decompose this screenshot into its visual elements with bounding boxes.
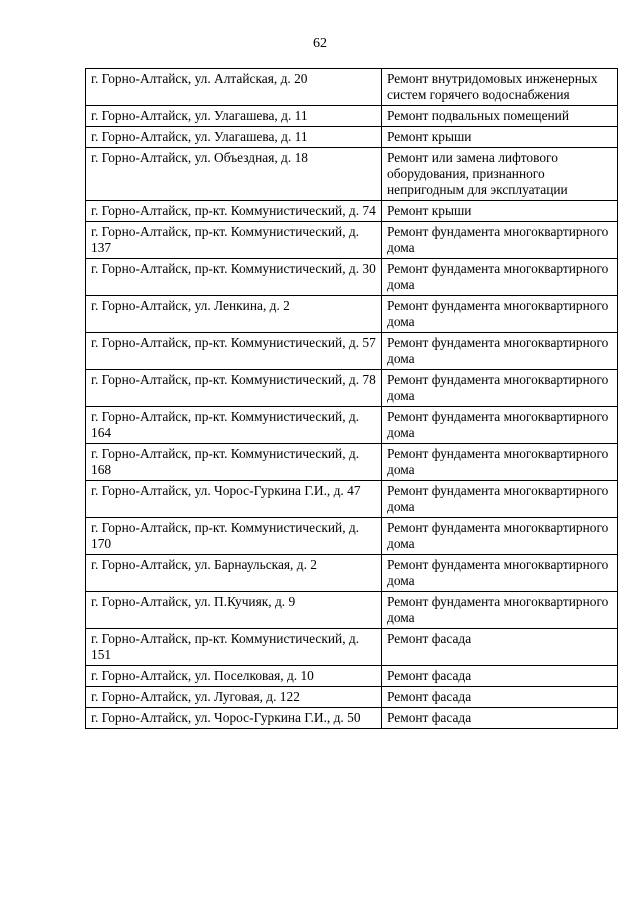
address-cell: г. Горно-Алтайск, ул. Ленкина, д. 2 [86,296,382,333]
table-row [86,148,618,201]
table-row [86,481,618,518]
table-row [86,370,618,407]
work-type-cell: Ремонт фундамента многоквартирного дома [382,518,618,555]
work-type-cell: Ремонт внутридомовых инженерных систем горячего водоснабжения [382,69,618,106]
address-cell: г. Горно-Алтайск, ул. П.Кучияк, д. 9 [86,592,382,629]
address-cell: г. Горно-Алтайск, пр-кт. Коммунистический, д. 78 [86,370,382,407]
table-row [86,333,618,370]
work-type-cell: Ремонт фундамента многоквартирного дома [382,296,618,333]
address-cell: г. Горно-Алтайск, пр-кт. Коммунистический, д. 168 [86,444,382,481]
table-row [86,407,618,444]
work-type-cell: Ремонт фундамента многоквартирного дома [382,481,618,518]
table-row [86,69,618,106]
table-row [86,592,618,629]
address-cell: г. Горно-Алтайск, ул. Улагашева, д. 11 [86,127,382,148]
page-number: 62 [313,36,327,51]
address-cell: г. Горно-Алтайск, пр-кт. Коммунистический, д. 57 [86,333,382,370]
table-row [86,444,618,481]
work-type-cell: Ремонт или замена лифтового оборудования, признанного непригодным для эксплуатации [382,148,618,201]
address-cell: г. Горно-Алтайск, пр-кт. Коммунистический, д. 164 [86,407,382,444]
table-row [86,296,618,333]
address-cell: г. Горно-Алтайск, пр-кт. Коммунистический, д. 170 [86,518,382,555]
work-type-cell: Ремонт фундамента многоквартирного дома [382,222,618,259]
address-cell: г. Горно-Алтайск, ул. Поселковая, д. 10 [86,666,382,687]
work-type-cell: Ремонт фундамента многоквартирного дома [382,555,618,592]
work-type-cell: Ремонт фундамента многоквартирного дома [382,592,618,629]
table-row [86,708,618,729]
address-cell: г. Горно-Алтайск, ул. Объездная, д. 18 [86,148,382,201]
work-type-cell: Ремонт фундамента многоквартирного дома [382,259,618,296]
table-row [86,259,618,296]
table-row [86,555,618,592]
table-row [86,629,618,666]
work-type-cell: Ремонт крыши [382,201,618,222]
address-cell: г. Горно-Алтайск, ул. Барнаульская, д. 2 [86,555,382,592]
work-type-cell: Ремонт фундамента многоквартирного дома [382,444,618,481]
address-cell: г. Горно-Алтайск, ул. Улагашева, д. 11 [86,106,382,127]
work-type-cell: Ремонт фасада [382,708,618,729]
table-row [86,687,618,708]
work-type-cell: Ремонт крыши [382,127,618,148]
table-row [86,201,618,222]
repair-works-table [85,68,618,729]
address-cell: г. Горно-Алтайск, пр-кт. Коммунистический, д. 74 [86,201,382,222]
address-cell: г. Горно-Алтайск, пр-кт. Коммунистический, д. 30 [86,259,382,296]
work-type-cell: Ремонт подвальных помещений [382,106,618,127]
work-type-cell: Ремонт фундамента многоквартирного дома [382,407,618,444]
address-cell: г. Горно-Алтайск, пр-кт. Коммунистический, д. 151 [86,629,382,666]
work-type-cell: Ремонт фасада [382,666,618,687]
work-type-cell: Ремонт фасада [382,687,618,708]
table-row [86,222,618,259]
work-type-cell: Ремонт фасада [382,629,618,666]
address-cell: г. Горно-Алтайск, пр-кт. Коммунистический, д. 137 [86,222,382,259]
table-row [86,518,618,555]
work-type-cell: Ремонт фундамента многоквартирного дома [382,333,618,370]
table-row [86,106,618,127]
work-type-cell: Ремонт фундамента многоквартирного дома [382,370,618,407]
address-cell: г. Горно-Алтайск, ул. Чорос-Гуркина Г.И., д. 50 [86,708,382,729]
address-cell: г. Горно-Алтайск, ул. Чорос-Гуркина Г.И., д. 47 [86,481,382,518]
address-cell: г. Горно-Алтайск, ул. Луговая, д. 122 [86,687,382,708]
address-cell: г. Горно-Алтайск, ул. Алтайская, д. 20 [86,69,382,106]
table-row [86,127,618,148]
table-row [86,666,618,687]
